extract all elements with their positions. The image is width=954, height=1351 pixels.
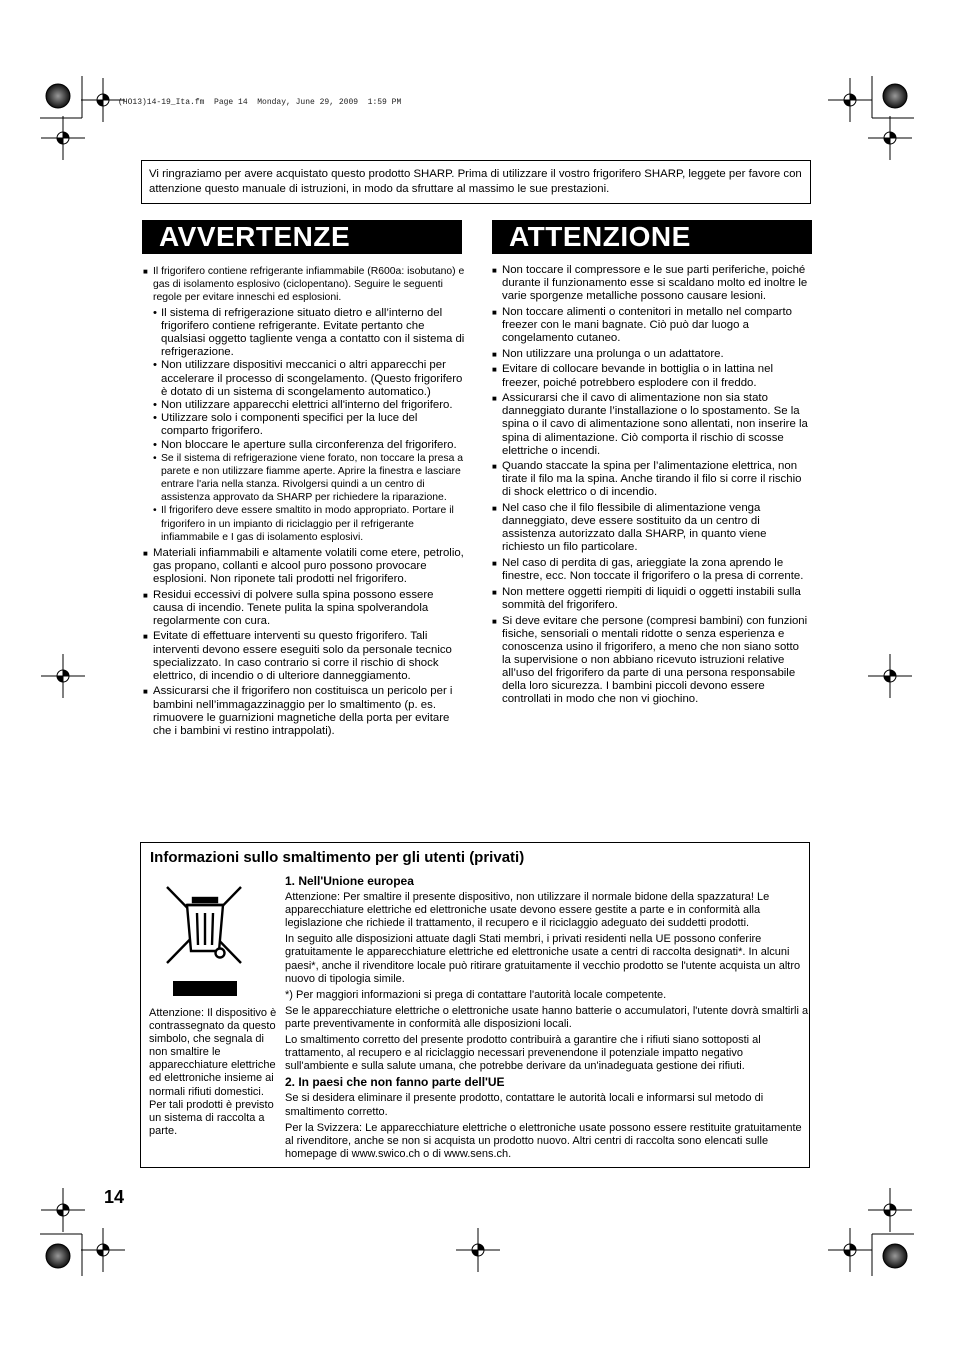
caution-item: ■ Nel caso che il filo flessibile di alimentazione venga danneggiato, deve essere sostituito da un centro di assistenza autorizzato dalla SHARP, in quanto viene richiesto un filo particolare. <box>492 502 767 554</box>
intro-box: Vi ringraziamo per avere acquistato questo prodotto SHARP. Prima di utilizzare il vostro frigorifero SHARP, leggete per favore con attenzione questo manuale di istruzioni, in modo da sfruttare al massimo le sue prestazioni. <box>141 160 811 204</box>
caution-item: ■ Quando staccate la spina per l’alimentazione elettrica, non tirate il filo ma la spina. Anche tirando il filo si corre il rischio di shock elettrico o di incendio. <box>492 460 802 499</box>
caution-item: ■ Assicurarsi che il cavo di alimentazione non sia stato danneggiato durante l’installazione o lo spostamento. Se la spina o il cavo di alimentazione sono allentati, non inserire la spina di alimentazione. Ciò comporta il rischio di scosse elettriche o incendi. <box>492 392 808 457</box>
warning-item: ■ Materiali infiammabili e altamente volatili come etere, petrolio, gas propano, collanti e alcool puro possono provocare esplosioni. Non riponete tali prodotti nel frigorifero. <box>143 546 464 585</box>
warning-item: ■ Residui eccessivi di polvere sulla spina possono essere causa di incendio. Tenete pulita la spina spolverandola regolarmente con cura. <box>143 588 434 627</box>
attenzione-banner: ATTENZIONE <box>492 220 812 254</box>
paragraph: *) Per maggiori informazioni si prega di contattare l'autorità locale competente. <box>285 988 667 1001</box>
warning-item: ■ Assicurarsi che il frigorifero non costituisca un pericolo per i bambini nell’immagazzinaggio per lo smaltimento (p. es. rimuovere le guarnizioni magnetiche della porta per evitare che i bambini vi restino intrappolati). <box>143 685 453 737</box>
caution-item: ■ Non mettere oggetti riempiti di liquidi o oggetti instabili sulla sommità del frigorifero. <box>492 585 801 611</box>
paragraph: Lo smaltimento corretto del presente prodotto contribuirà a garantire che i rifiuti siano sottoposti al trattamento, al recupero e al riciclaggio necessari prevenendone il potenziale impatto negativo sull'ambiente e sulla salute umana, che potrebbe derivare da un'inadeguata gestione dei rifiuti. <box>285 1034 761 1073</box>
section-heading: 2. In paesi che non fanno parte dell'UE <box>285 1075 505 1090</box>
caution-item: ■ Si deve evitare che persone (compresi bambini) con funzioni fisiche, sensoriali o mentali ridotte o senza esperienza e conoscenza usino il frigorifero, a meno che non siano sotto la supervisione o non abbiano ricevuto istruzioni relative all’uso del frigorifero da parte di una persona responsabile della loro sicurezza. I bambini piccoli devono essere controllati in modo che non vi giochino. <box>492 614 808 706</box>
warning-subitem: • Utilizzare solo i componenti specifici per la luce del comparto frigorifero. <box>153 412 418 438</box>
warning-subitem: • Il sistema di refrigerazione situato dietro e all’interno del frigorifero contiene refrigerante. Evitate pertanto che qualsiasi oggetto tagliente venga a contatto con il sistema di refrigerazione. <box>153 306 465 359</box>
avvertenze-banner: AVVERTENZE <box>142 220 462 254</box>
caution-item: ■ Nel caso di perdita di gas, arieggiate la zona aprendo le finestre, ecc. Non toccate il frigorifero o la presa di corrente. <box>492 557 804 583</box>
caution-item: ■ Evitare di collocare bevande in bottiglia o in lattina nel freezer, poiché potrebbero esplodere con il freddo. <box>492 363 774 389</box>
paragraph: In seguito alle disposizioni attuate dagli Stati membri, i privati residenti nella UE possono conferire gratuitamente le apparecchiature elettriche ed elettroniche usate a centri di raccolta designati*. In alcuni paesi*, anche il rivenditore locale può ritirare gratuitamente il vecchio prodotto se l'utente acquista un altro nuovo di tipologia simile. <box>285 933 801 985</box>
page-number: 14 <box>104 1187 125 1207</box>
disposal-title: Informazioni sullo smaltimento per gli utenti (privati) <box>150 849 525 866</box>
caution-item: ■ Non toccare alimenti o contenitori in metallo nel comparto freezer con le mani bagnate. Ciò può dar luogo a congelamento cutaneo. <box>492 305 792 345</box>
caution-item: ■ Non utilizzare una prolunga o un adattatore. <box>492 347 724 360</box>
warning-subitem: • Se il sistema di refrigerazione viene forato, non toccare la presa a parete e non utilizzare fiamme aperte. Aprire la finestra e lasciare entrare l'aria nella stanza. Rivolgersi quindi a un centro di assistenza approvato da SHARP per richiedere la riparazione. <box>153 452 464 504</box>
paragraph: Se si desidera eliminare il presente prodotto, contattare le autorità locali e informarsi sul metodo di smaltimento corretto. <box>285 1092 764 1118</box>
warning-subitem: • Il frigorifero deve essere smaltito in modo appropriato. Portare il frigorifero in un impianto di riciclaggio per il refrigerante infiammabile e I gas di isolamento esplosivi. <box>153 505 454 543</box>
disposal-note: Attenzione: Il dispositivo è contrassegnato da questo simbolo, che segnala di non smaltire le apparecchiature elettriche ed elettroniche insieme ai normali rifiuti domestici. Per tali prodotti è previsto un sistema di raccolta a parte. <box>149 1007 277 1137</box>
warning-item: ■ Il frigorifero contiene refrigerante infiammabile (R600a: isobutano) e gas di isolamento esplosivo (ciclopentano). Seguire le seguenti regole per evitare inneschi ed esplosioni. <box>143 266 465 304</box>
paragraph: Per la Svizzera: Le apparecchiature elettriche o elettroniche usate possono essere restituite gratuitamente al rivenditore, anche se non si acquista un prodotto nuovo. Altri centri di raccolta sono elencati sulle homepage di www.swico.ch o di www.sens.ch. <box>285 1121 802 1160</box>
paragraph: Attenzione: Per smaltire il presente dispositivo, non utilizzare il normale bidone della spazzatura! Le apparecchiature elettriche ed elettroniche usate devono essere gestite a parte e in conformità alla legislazione che richiede il trattamento, il recupero e il riciclaggio adeguato dei suddetti prodotti. <box>285 891 770 930</box>
warning-subitem: • Non utilizzare dispositivi meccanici o altri apparecchi per accelerare il processo di scongelamento. (Questo frigorifero è dotato di un sistema di scongelamento automatico.) <box>153 359 463 398</box>
warning-item: ■ Evitate di effettuare interventi su questo frigorifero. Tali interventi devono essere eseguiti solo da personale tecnico specializzato. In caso contrario si corre il rischio di shock elettrico, di incendio o di ulteriore danneggiamento. <box>143 630 452 682</box>
paragraph: Se le apparecchiature elettriche o elettroniche usate hanno batterie o accumulatori, l'utente dovrà smaltirli a parte preventivamente in conformità alle disposizioni locali. <box>285 1004 809 1030</box>
warning-subitem: • Non utilizzare apparecchi elettrici all'interno del frigorifero. <box>153 398 453 411</box>
file-header-line: (HO13)14-19_Ita.fm Page 14 Monday, June 29, 2009 1:59 PM <box>118 98 402 107</box>
section-heading: 1. Nell'Unione europea <box>285 874 414 888</box>
caution-item: ■ Non toccare il compressore e le sue parti periferiche, poiché durante il funzionamento esse si scaldano molto ed inoltre le varie sporgenze metalliche possono causare lesioni. <box>492 264 808 303</box>
warning-subitem: • Non bloccare le aperture sulla circonferenza del frigorifero. <box>153 438 457 451</box>
